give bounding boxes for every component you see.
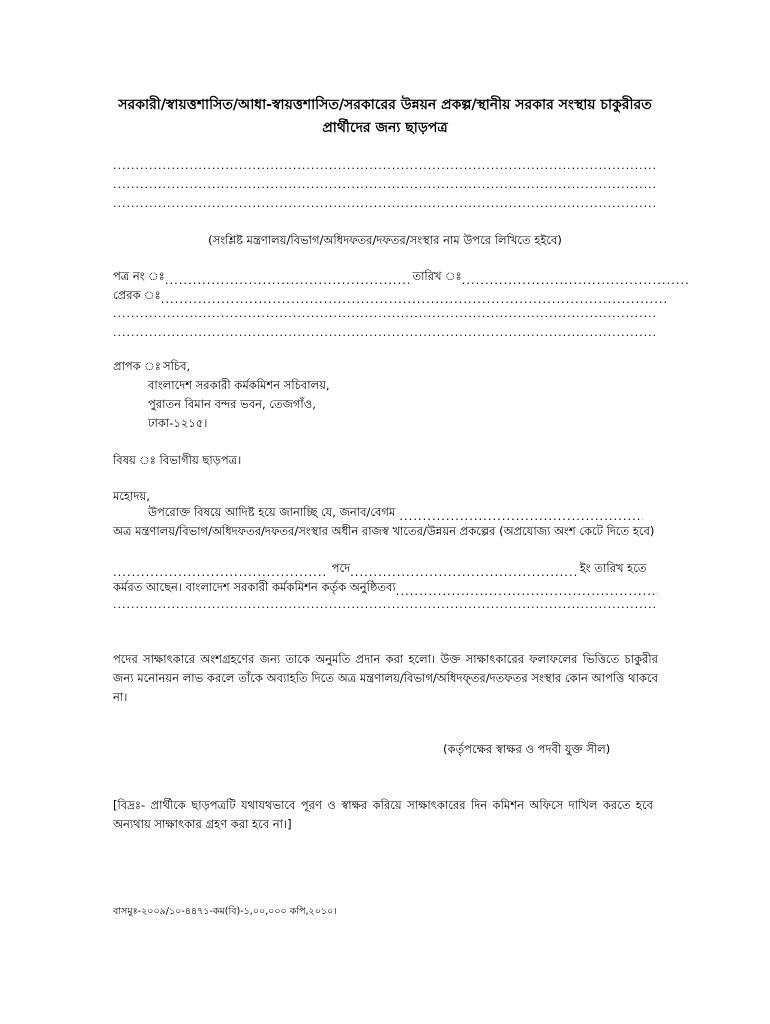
post-row [113,560,646,579]
salutation: মহোদয়, [113,489,150,503]
body-line-2: অত্র মন্ত্রণালয়/বিভাগ/অধিদফতর/দফতর/সংস্থার অধীন রাজস্ব খাতের/উন্নয়ন প্রকল্পের (অপ্রযোজ্য অংশ কেটে দিতে হবে) [113,524,655,538]
employed-text: কর্মরত আছেন। বাংলাদেশ সরকারী কর্মকমিশন কর্তৃক অনুষ্ঠিতব্য [113,580,396,594]
form-title-line-2: প্রার্থীদের জন্য ছাড়পত্র [322,120,448,136]
office-name-line-3[interactable] [113,197,657,210]
post-label: পদে [331,561,351,575]
subject-text: বিভাগীয় ছাড়পত্র। [159,453,242,467]
current-post-field[interactable] [113,565,328,579]
ministry-note: (সংশ্লিষ্ট মন্ত্রণালয়/বিভাগ/অধিদফতর/দফতর/সংস্থার নাম উপরে লিখিতে হইবে) [208,233,562,247]
letter-no-row [113,268,690,287]
join-date-field[interactable] [350,565,576,579]
permission-paragraph: পদের সাক্ষাৎকারে অংশগ্রহণের জন্য তাকে অনুমতি প্রদান করা হলো। উক্ত সাক্ষাৎকারের ফলাফলের ভিত্তিতে চাকুরীর জন্য মনোনয়ন লাভ করলে তাঁকে অব্যাহতি দিতে অত্র মন্ত্রণালয়/বিভাগ/অধিদফ্তর/দতফতর সংস্থার কোন আপত্তি থাকবে না। [113,652,658,704]
body-line-1-text: উপরোক্ত বিষয়ে আদিষ্ট হয়ে জানাচ্ছি যে, জনাব/বেগম [148,505,396,519]
signature-caption: (কর্তৃপক্ষের স্বাক্ষর ও পদবী যুক্ত সীল) [443,742,611,756]
office-name-line-2[interactable] [113,178,657,191]
sender-row [113,287,666,306]
exam-post-field[interactable] [396,584,658,598]
sender-line-3[interactable] [113,326,657,339]
recipient-line-1: সচিব, [163,359,191,373]
exam-post-line-2[interactable] [113,598,657,611]
recipient-line-4: ঢাকা-১২১৫। [148,416,208,430]
date-label: তারিখ ঃ [412,269,462,283]
sender-line-2[interactable] [113,307,657,320]
letter-no-label: পত্র নং ঃ [113,269,165,283]
recipient-line-2: বাংলাদেশ সরকারী কর্মকমিশন সচিবালয়, [148,378,330,392]
printer-imprint: বাসমুঃ-২০০৯/১০-৪৪৭১-কম(বি)-১,০০,০০০ কপি,২০১০। [113,906,337,917]
subject-row [113,452,241,471]
date-field[interactable] [462,273,690,287]
subject-label: বিষয় ঃ [113,453,156,467]
candidate-name-field[interactable] [399,509,643,523]
date-from-label: ইং তারিখ হতে [579,561,647,575]
sender-label: প্রেরক ঃ [113,288,161,302]
body-line-1 [148,504,643,523]
office-name-line-1[interactable] [113,159,657,172]
recipient-label: প্রাপক ঃ [113,359,161,373]
recipient-line-3: পুরাতন বিমান বন্দর ভবন, তেজগাঁও, [148,397,316,411]
employed-row [113,579,658,598]
letter-no-field[interactable] [165,273,409,287]
note-paragraph: [বিদ্রঃ- প্রার্থীকে ছাড়পত্রটি যথাযথভাবে পূরণ ও স্বাক্ষর করিয়ে সাক্ষাৎকারের দিন কমিশন অফিসে দাখিল করতে হবে অন্যথায় সাক্ষাৎকার গ্রহণ করা হবে না।] [113,798,653,831]
form-title-line-1: সরকারী/স্বায়ত্তশাসিত/আধা-স্বায়ত্তশাসিত/সরকারের উন্নয়ন প্রকল্প/স্থানীয় সরকার সংস্থায় চাকুরীরত [118,97,652,113]
sender-field[interactable] [161,292,666,306]
